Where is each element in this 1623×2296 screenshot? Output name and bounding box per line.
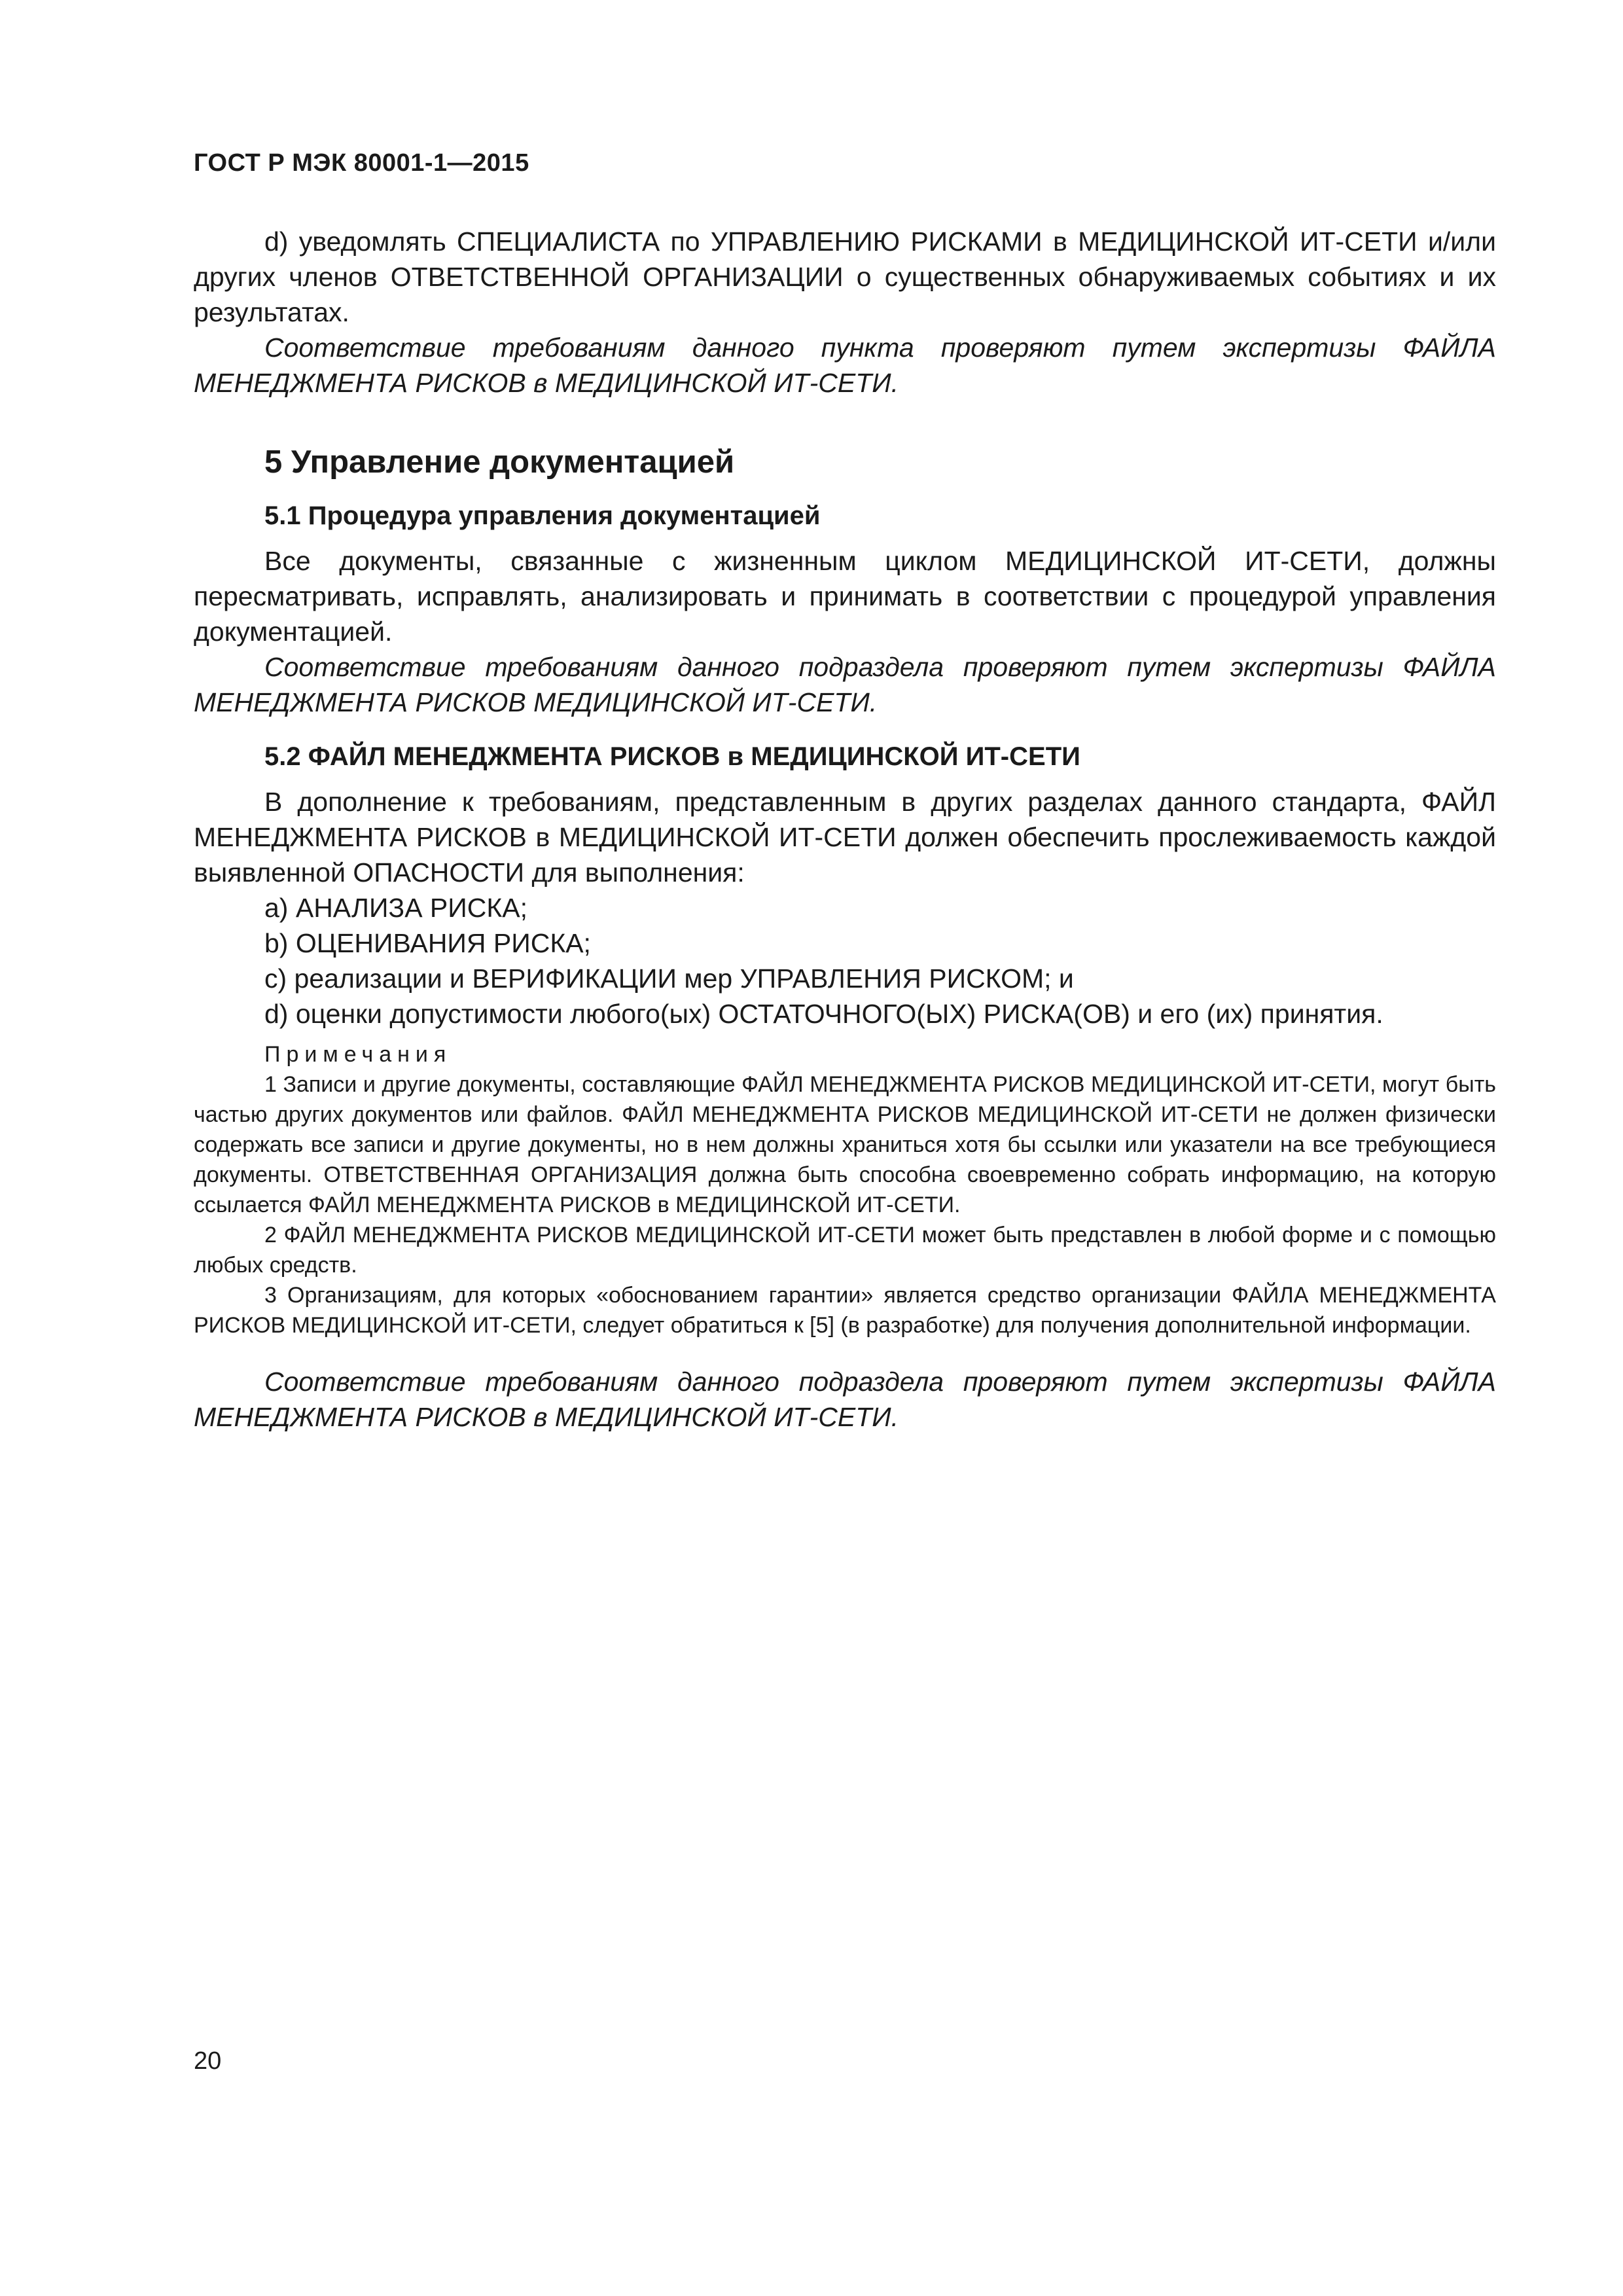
page-content: [194, 224, 1496, 1435]
subsection-5-2-compliance: Соответствие требованиям данного подраздела проверяют путем экспертизы ФАЙЛА МЕНЕДЖМЕНТА РИСКОВ в МЕДИЦИНСКОЙ ИТ-СЕТИ.: [194, 1367, 1496, 1432]
document-page: [194, 0, 1496, 2296]
requirements-list: [194, 890, 1496, 1031]
subsection-5-2-text: В дополнение к требованиям, представленным в других разделах данного стандарта, ФАЙЛ МЕНЕДЖМЕНТА РИСКОВ в МЕДИЦИНСКОЙ ИТ-СЕТИ должен обеспечить прослеживаемость каждой выявленной ОПАСНОСТИ для выполнения:: [194, 787, 1496, 888]
list-item: а) АНАЛИЗА РИСКА;: [264, 893, 527, 923]
note-item: 3 Организациям, для которых «обоснованием гарантии» является средство организации ФАЙЛА МЕНЕДЖМЕНТА РИСКОВ МЕДИЦИНСКОЙ ИТ-СЕТИ, следует обратиться к [5] (в разработке) для получения дополнительной информации.: [194, 1283, 1496, 1338]
document-code-header: ГОСТ Р МЭК 80001-1—2015: [194, 149, 529, 177]
intro-item-d: d) уведомлять СПЕЦИАЛИСТА по УПРАВЛЕНИЮ РИСКАМИ в МЕДИЦИНСКОЙ ИТ-СЕТИ и/или других членов ОТВЕТСТВЕННОЙ ОРГАНИЗАЦИИ о существенных обнаруживаемых событиях и их результатах.: [194, 226, 1496, 327]
notes-block: [194, 1039, 1496, 1340]
note-item: 1 Записи и другие документы, составляющие ФАЙЛ МЕНЕДЖМЕНТА РИСКОВ МЕДИЦИНСКОЙ ИТ-СЕТИ, могут быть частью других документов или файлов. ФАЙЛ МЕНЕДЖМЕНТА РИСКОВ МЕДИЦИНСКОЙ ИТ-СЕТИ не должен физически содержать все записи и другие документы, но в нем должны храниться хотя бы ссылки или указатели на все требующиеся документы. ОТВЕТСТВЕННАЯ ОРГАНИЗАЦИЯ должна быть способна своевременно собрать информацию, на которую ссылается ФАЙЛ МЕНЕДЖМЕНТА РИСКОВ в МЕДИЦИНСКОЙ ИТ-СЕТИ.: [194, 1072, 1496, 1217]
section-5-title: 5 Управление документацией: [264, 444, 735, 480]
list-item: d) оценки допустимости любого(ых) ОСТАТОЧНОГО(ЫХ) РИСКА(ОВ) и его (их) принятия.: [264, 999, 1383, 1029]
subsection-5-2-title: 5.2 ФАЙЛ МЕНЕДЖМЕНТА РИСКОВ в МЕДИЦИНСКОЙ ИТ-СЕТИ: [264, 742, 1080, 771]
note-item: 2 ФАЙЛ МЕНЕДЖМЕНТА РИСКОВ МЕДИЦИНСКОЙ ИТ-СЕТИ может быть представлен в любой форме и с помощью любых средств.: [194, 1223, 1496, 1278]
notes-title: Примечания: [264, 1042, 452, 1067]
subsection-5-1-text: Все документы, связанные с жизненным циклом МЕДИЦИНСКОЙ ИТ-СЕТИ, должны пересматривать, исправлять, анализировать и принимать в соответствии с процедурой управления документацией.: [194, 546, 1496, 647]
intro-compliance-note: Соответствие требованиям данного пункта проверяют путем экспертизы ФАЙЛА МЕНЕДЖМЕНТА РИСКОВ в МЕДИЦИНСКОЙ ИТ-СЕТИ.: [194, 332, 1496, 398]
subsection-5-1-title: 5.1 Процедура управления документацией: [264, 501, 821, 530]
list-item: b) ОЦЕНИВАНИЯ РИСКА;: [264, 928, 591, 958]
list-item: с) реализации и ВЕРИФИКАЦИИ мер УПРАВЛЕНИЯ РИСКОМ; и: [264, 963, 1074, 994]
page-number: 20: [194, 2047, 222, 2075]
subsection-5-1-compliance: Соответствие требованиям данного подраздела проверяют путем экспертизы ФАЙЛА МЕНЕДЖМЕНТА РИСКОВ МЕДИЦИНСКОЙ ИТ-СЕТИ.: [194, 652, 1496, 717]
